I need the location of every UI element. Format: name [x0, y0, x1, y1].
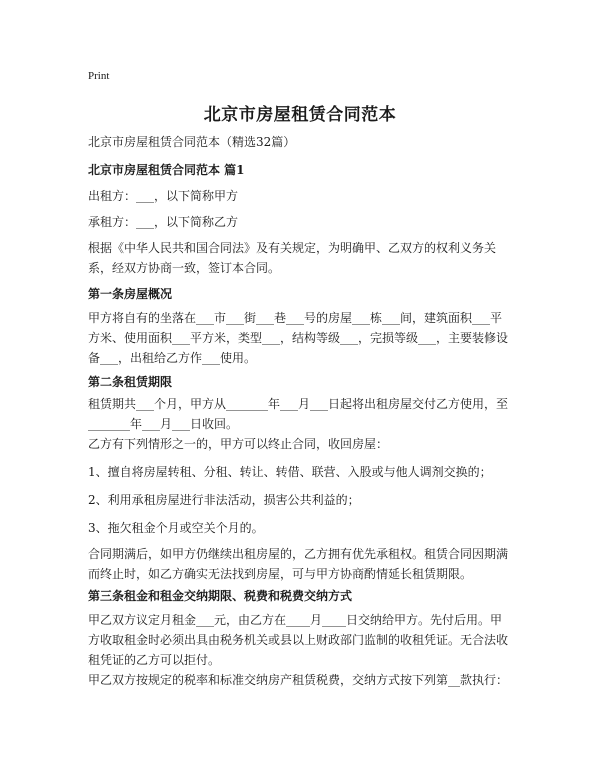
article1-heading: 第一条房屋概况: [88, 287, 173, 301]
article3-paragraph-2: 甲乙双方按规定的税率和标准交纳房产租赁税费，交纳方式按下列第__款执行：: [88, 673, 509, 687]
document-title: 北京市房屋租赁合同范本: [203, 105, 397, 125]
lessee-line: 承租方：___，以下简称乙方: [88, 215, 239, 229]
article2-paragraph-2: 乙方有下列情形之一的，甲方可以终止合同，收回房屋：: [88, 437, 389, 451]
article2-item-2: 2、利用承租房屋进行非法活动，损害公共利益的；: [88, 493, 360, 507]
print-label[interactable]: Print: [88, 70, 110, 82]
article2-paragraph-3: 合同期满后，如甲方仍继续出租房屋的，乙方拥有优先承租权。租赁合同因期满而终止时，如乙方确实无法找到房屋，可与甲方协商酌情延长租赁期限。: [88, 547, 509, 581]
article2-item-1: 1、擅自将房屋转租、分租、转让、转借、联营、入股或与他人调剂交换的；: [88, 465, 492, 479]
article1-body: 甲方将自有的坐落在___市___街___巷___号的房屋___栋___间，建筑面积___平方米、使用面积___平方米，类型___，结构等级___，完损等级___，主要装修设备___，出租给乙方作___使用。: [88, 311, 509, 365]
lessor-line: 出租方：___，以下简称甲方: [88, 189, 239, 203]
document-subtitle: 北京市房屋租赁合同范本（精选32篇）: [88, 135, 296, 149]
article2-heading: 第二条租赁期限: [88, 375, 173, 389]
article2-paragraph-1: 租赁期共___个月，甲方从_______年___月___日起将出租房屋交付乙方使用，至_______年___月___日收回。: [88, 397, 509, 431]
article3-heading: 第三条租金和租金交纳期限、税费和税费交纳方式: [88, 589, 353, 603]
section-title: 北京市房屋租赁合同范本 篇1: [88, 163, 245, 177]
intro-paragraph: 根据《中华人民共和国合同法》及有关规定，为明确甲、乙双方的权利义务关系，经双方协商一致，签订本合同。: [88, 241, 497, 275]
article2-item-3: 3、拖欠租金个月或空关个月的。: [88, 521, 264, 535]
article3-paragraph-1: 甲乙双方议定月租金___元，由乙方在____月____日交纳给甲方。先付后用。甲方收取租金时必须出具由税务机关或县以上财政部门监制的收租凭证。无合法收租凭证的乙方可以拒付。: [88, 613, 509, 667]
